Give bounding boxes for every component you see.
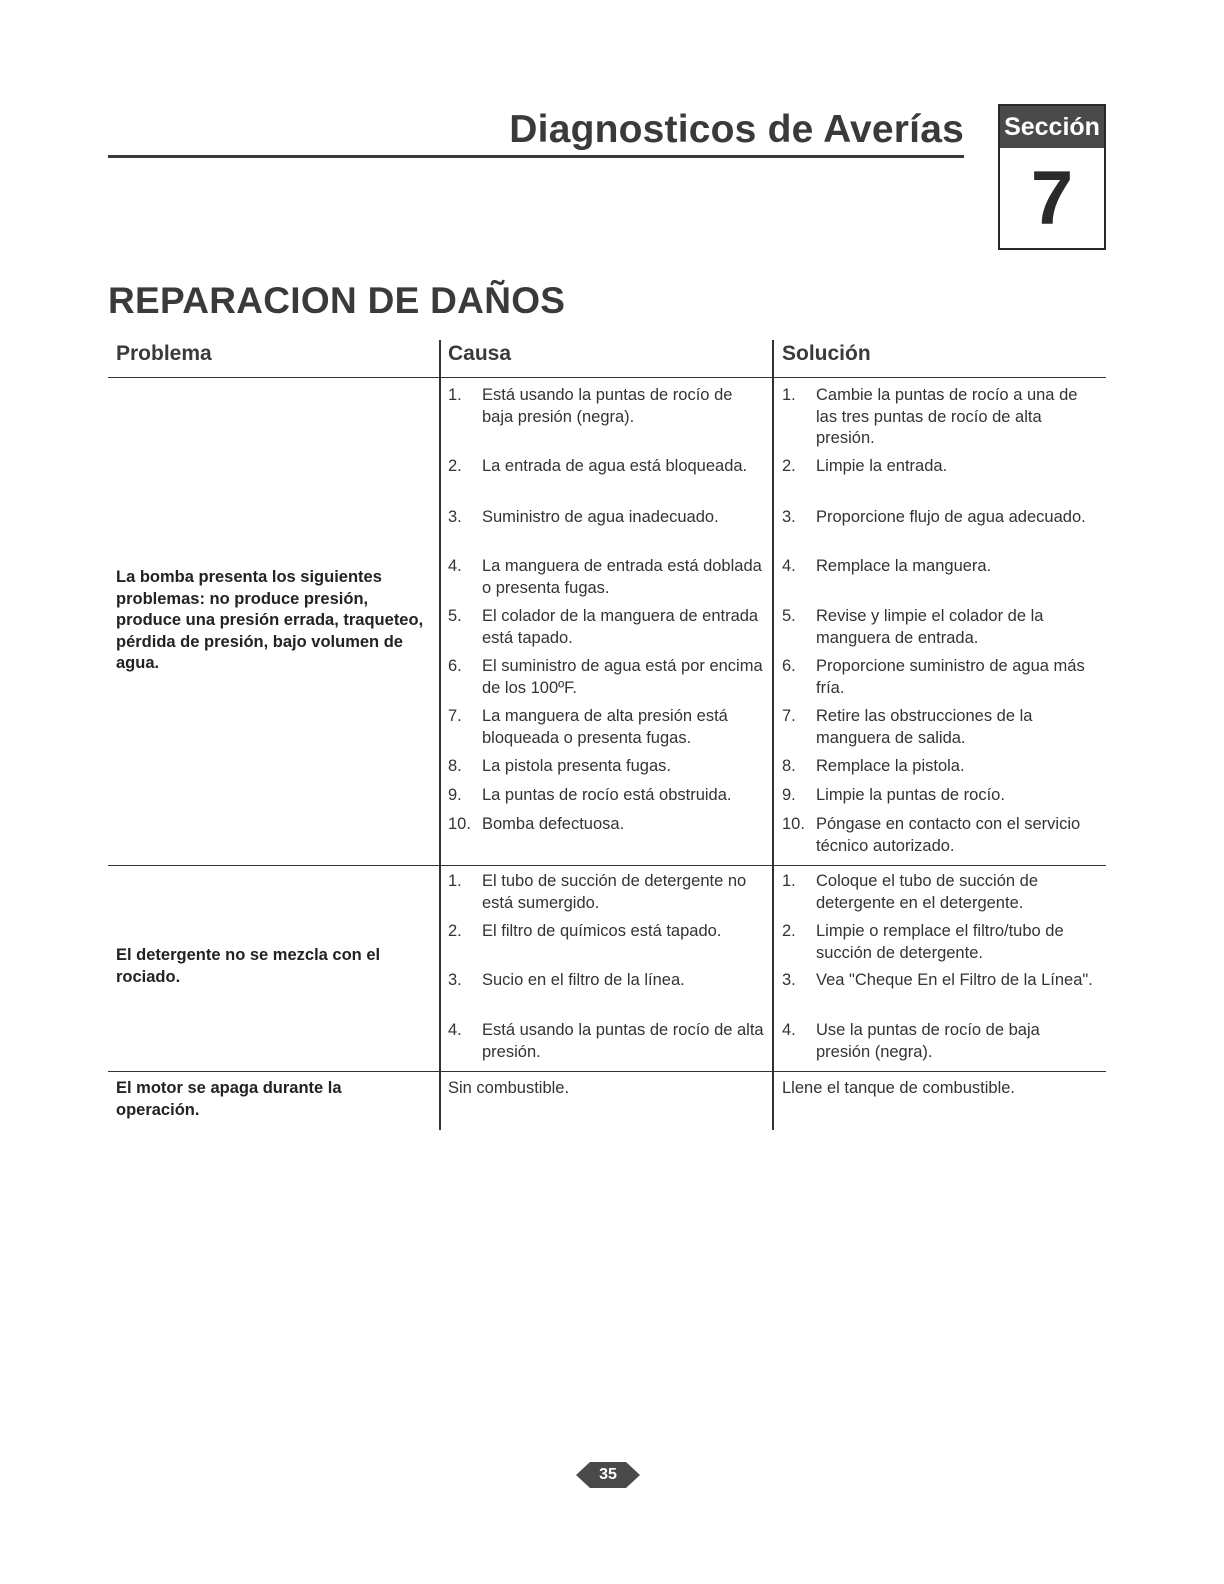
section-label: Sección (1000, 106, 1104, 148)
cause-item: 7. La manguera de alta presión está bloqueada o presenta fugas. (448, 707, 728, 747)
problem-text: El detergente no se mezcla con el rociado. (116, 946, 381, 986)
cause-item: 3. Sucio en el filtro de la línea. (448, 971, 685, 989)
solution-item: 9. Limpie la puntas de rocío. (782, 786, 1005, 804)
solution-text: Llene el tanque de combustible. (782, 1079, 1015, 1097)
cause-item: 6. El suministro de agua está por encima de los 100ºF. (448, 657, 763, 697)
table-row-divider (108, 865, 1106, 866)
cause-item: 4. La manguera de entrada está doblada o presenta fugas. (448, 557, 762, 597)
solution-item: 8. Remplace la pistola. (782, 757, 965, 775)
cause-item: 1. El tubo de succión de detergente no está sumergido. (448, 872, 747, 912)
table-column-divider (439, 340, 441, 1130)
solution-item: 7. Retire las obstrucciones de la manguera de salida. (782, 707, 1033, 747)
cause-item: 2. El filtro de químicos está tapado. (448, 922, 722, 940)
solution-item: 1. Coloque el tubo de succión de detergente en el detergente. (782, 872, 1038, 912)
solution-item: 4. Use la puntas de rocío de baja presión (negra). (782, 1021, 1040, 1061)
cause-item: 2. La entrada de agua está bloqueada. (448, 457, 748, 475)
header-divider (108, 155, 964, 158)
column-header-solucion: Solución (782, 342, 871, 365)
cause-item: 9. La puntas de rocío está obstruida. (448, 786, 732, 804)
solution-item: 10. Póngase en contacto con el servicio técnico autorizado. (782, 815, 1081, 855)
section-tab (998, 104, 1106, 250)
solution-item: 4. Remplace la manguera. (782, 557, 992, 575)
table-row-divider (108, 1071, 1106, 1072)
table-column-divider (772, 340, 774, 1130)
page-number: 35 (599, 1466, 617, 1483)
column-header-causa: Causa (448, 342, 512, 365)
cause-item: 3. Suministro de agua inadecuado. (448, 508, 719, 526)
cause-item: 10. Bomba defectuosa. (448, 815, 625, 833)
column-header-problema: Problema (116, 342, 212, 365)
solution-item: 3. Vea "Cheque En el Filtro de la Línea". (782, 971, 1093, 989)
solution-item: 3. Proporcione flujo de agua adecuado. (782, 508, 1086, 526)
table-header-rule (108, 377, 1106, 378)
section-title: Diagnosticos de Averías (509, 108, 964, 151)
cause-item: 1. Está usando la puntas de rocío de baja presión (negra). (448, 386, 733, 426)
solution-item: 2. Limpie la entrada. (782, 457, 948, 475)
section-number: 7 (1030, 156, 1074, 241)
solution-item: 5. Revise y limpie el colador de la manguera de entrada. (782, 607, 1044, 647)
cause-text: Sin combustible. (448, 1079, 570, 1097)
page-heading: REPARACION DE DAÑOS (108, 280, 566, 321)
solution-item: 2. Limpie o remplace el filtro/tubo de succión de detergente. (782, 922, 1064, 962)
cause-item: 8. La pistola presenta fugas. (448, 757, 671, 775)
problem-text: El motor se apaga durante la operación. (116, 1079, 342, 1119)
solution-item: 1. Cambie la puntas de rocío a una de las tres puntas de rocío de alta presión. (782, 386, 1078, 447)
solution-item: 6. Proporcione suministro de agua más fría. (782, 657, 1085, 697)
problem-text: La bomba presenta los siguientes problemas: no produce presión, produce una presión errada, traqueteo, pérdida de presión, bajo volumen de agua. (116, 568, 424, 672)
cause-item: 5. El colador de la manguera de entrada está tapado. (448, 607, 759, 647)
cause-item: 4. Está usando la puntas de rocío de alta presión. (448, 1021, 764, 1061)
